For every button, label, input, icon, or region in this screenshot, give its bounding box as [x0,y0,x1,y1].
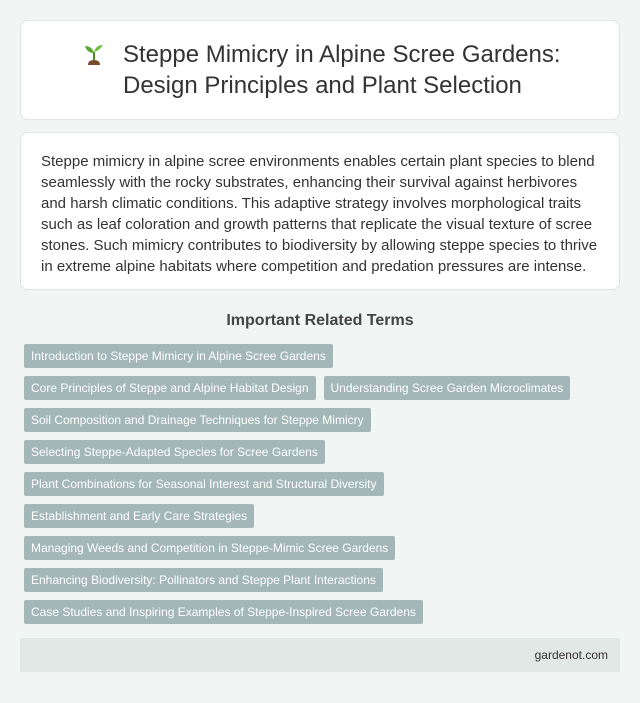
related-term-tag[interactable]: Enhancing Biodiversity: Pollinators and Steppe Plant Interactions [24,568,383,592]
related-terms-list [20,344,620,624]
related-term-tag[interactable]: Understanding Scree Garden Microclimates [324,376,571,400]
related-term-tag[interactable]: Establishment and Early Care Strategies [24,504,254,528]
footer [20,638,620,672]
footer-site-link[interactable]: gardenot.com [534,648,608,662]
related-term-tag[interactable]: Case Studies and Inspiring Examples of Steppe-Inspired Scree Gardens [24,600,423,624]
related-term-tag[interactable]: Core Principles of Steppe and Alpine Habitat Design [24,376,316,400]
summary-paragraph: Steppe mimicry in alpine scree environments enables certain plant species to blend seamlessly with the rocky substrates, enhancing their survival against herbivores and harsh climatic conditions. This adaptive strategy involves morphological traits such as leaf coloration and growth patterns that replicate the visual texture of scree stones. Such mimicry contributes to biodiversity by allowing steppe species to thrive in extreme alpine habitats where competition and predation pressures are intense. [41,153,598,275]
title-card [20,20,620,120]
related-term-tag[interactable]: Managing Weeds and Competition in Steppe-Mimic Scree Gardens [24,536,395,560]
related-terms-heading: Important Related Terms [226,312,414,329]
related-term-tag[interactable]: Plant Combinations for Seasonal Interest and Structural Diversity [24,472,384,496]
related-term-tag[interactable]: Introduction to Steppe Mimicry in Alpine Scree Gardens [24,344,333,368]
page-title: Steppe Mimicry in Alpine Scree Gardens: Design Principles and Plant Selection [123,41,561,99]
related-term-tag[interactable]: Selecting Steppe-Adapted Species for Scree Gardens [24,440,325,464]
summary-card [20,132,620,290]
related-term-tag[interactable]: Soil Composition and Drainage Techniques for Steppe Mimicry [24,408,371,432]
sprout-icon [81,41,107,67]
title-row [81,39,599,101]
